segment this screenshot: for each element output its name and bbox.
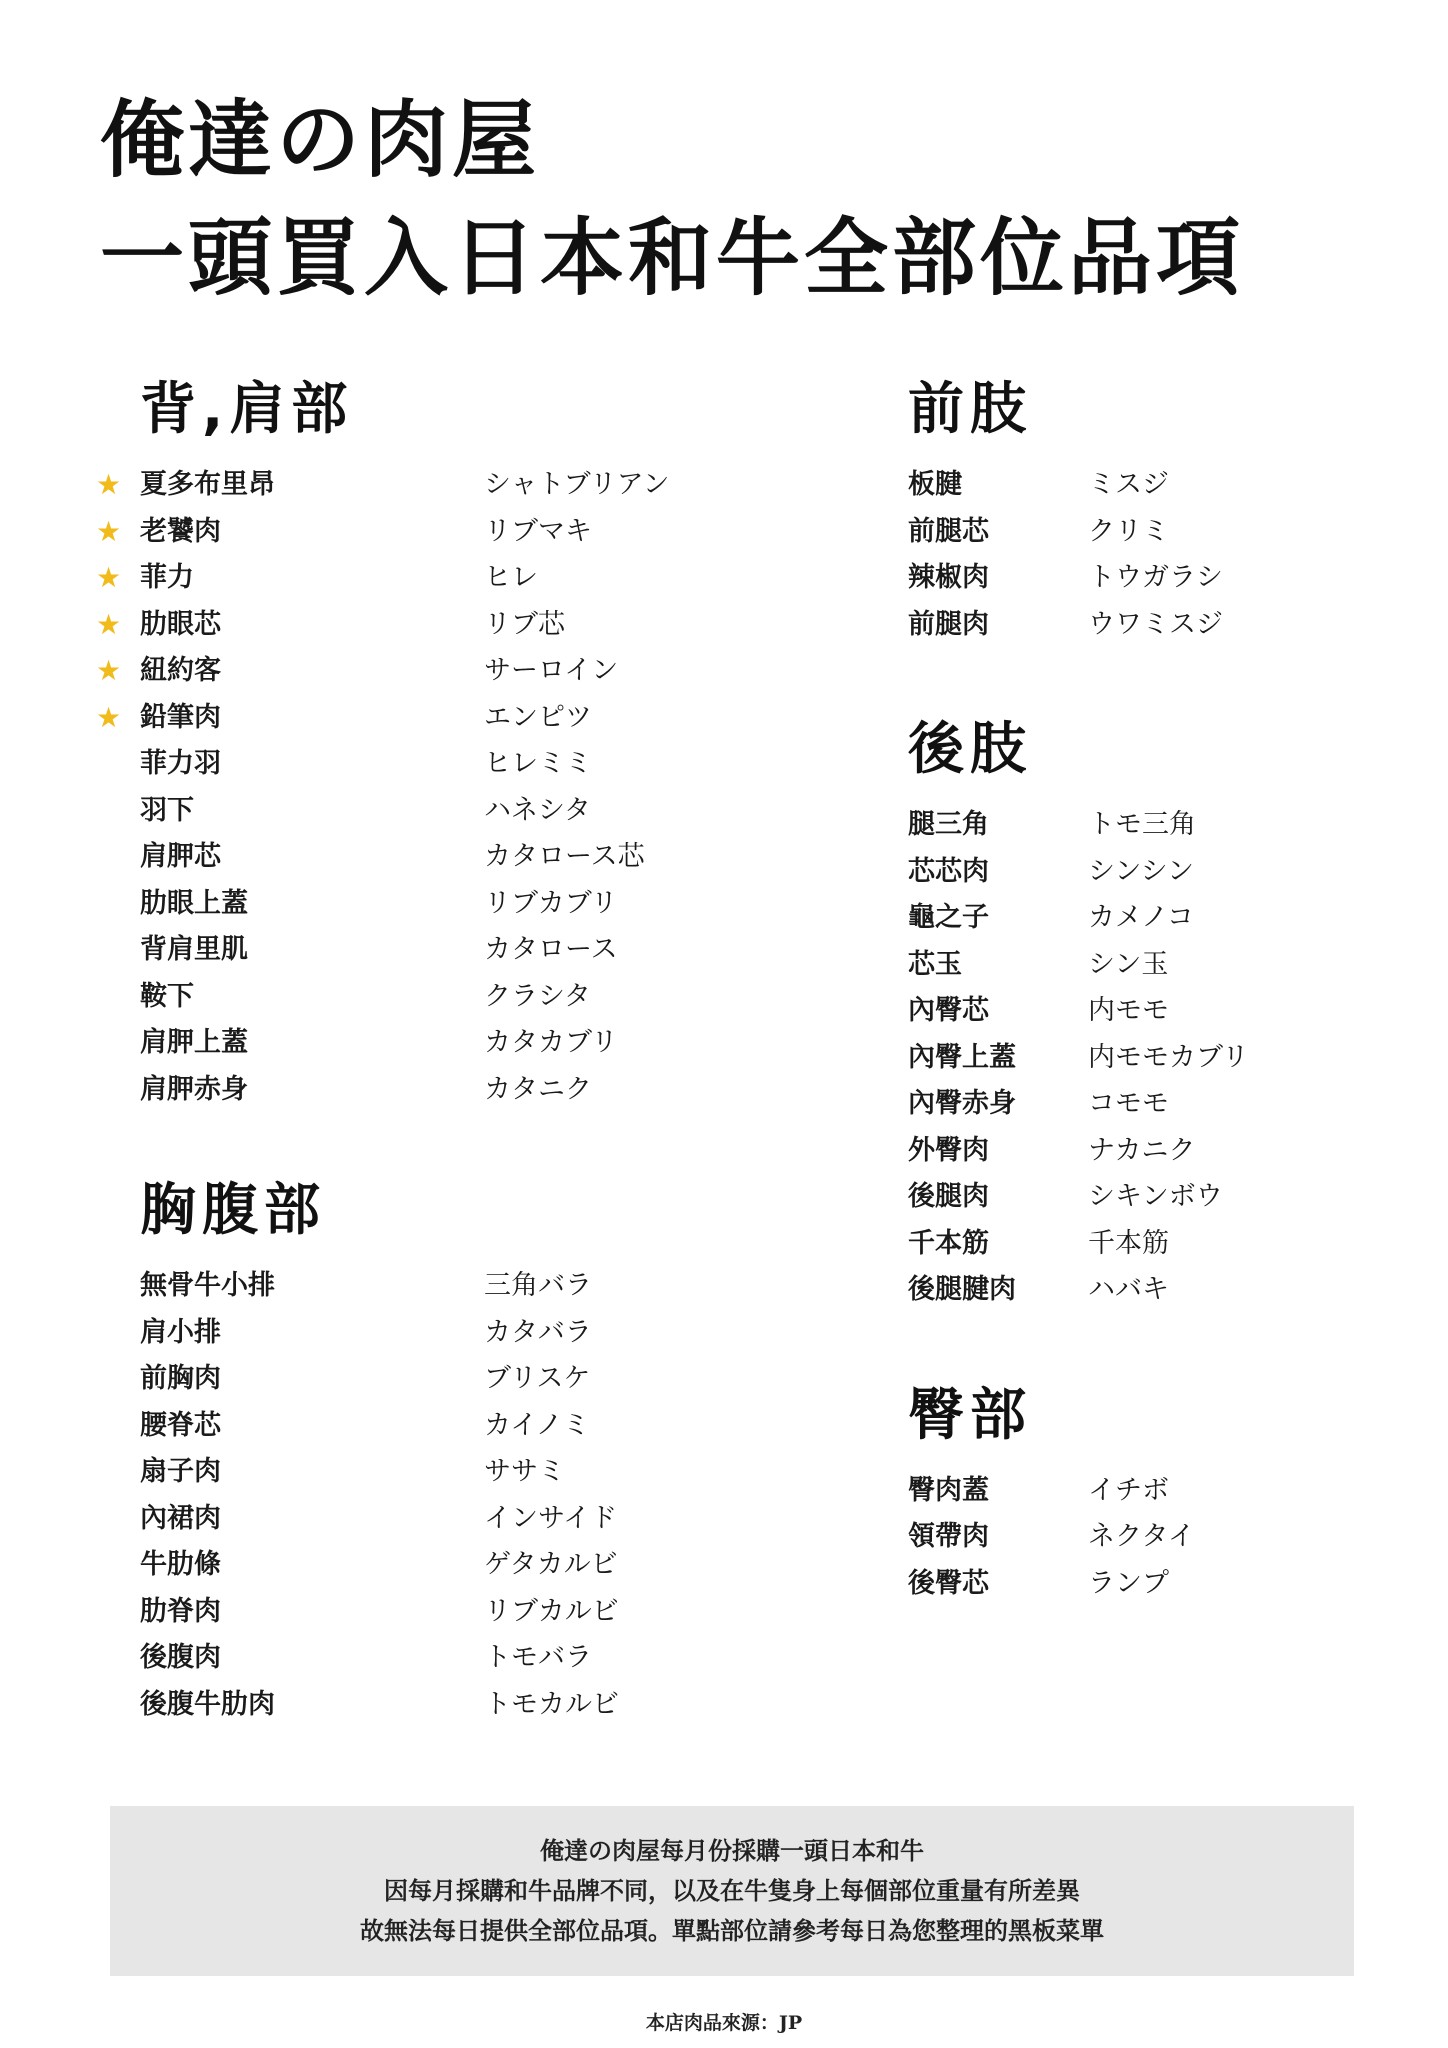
section-heading: 前肢 bbox=[908, 377, 1032, 442]
cut-name-japanese: サーロイン bbox=[484, 655, 619, 686]
cut-row bbox=[140, 927, 700, 974]
cut-name-chinese: 肋眼芯 bbox=[140, 608, 221, 640]
cut-row bbox=[140, 1682, 700, 1729]
cut-name-japanese: ネクタイ bbox=[1088, 1521, 1195, 1552]
cut-name-chinese: 背肩里肌 bbox=[140, 934, 248, 965]
cut-name-chinese: 後腿肉 bbox=[908, 1181, 989, 1212]
notice-box bbox=[110, 1806, 1354, 1976]
cut-name-chinese: 肋脊肉 bbox=[140, 1595, 221, 1627]
cut-row bbox=[908, 1174, 1328, 1221]
cut-name-japanese: ランプ bbox=[1088, 1567, 1169, 1599]
cut-name-japanese: エンピツ bbox=[484, 701, 592, 733]
cut-name-japanese: カタロース芯 bbox=[484, 841, 645, 872]
cut-row bbox=[908, 1468, 1328, 1515]
section-heading: 臀部 bbox=[908, 1382, 1032, 1448]
cut-name-japanese: カタバラ bbox=[484, 1316, 592, 1348]
cut-row bbox=[908, 849, 1328, 896]
section-chest-belly bbox=[140, 1178, 700, 1728]
cut-name-chinese: 老饕肉 bbox=[140, 515, 221, 547]
notice-line: 俺達の肉屋每月份採購一頭日本和牛 bbox=[540, 1836, 924, 1865]
cut-name-japanese: ハネシタ bbox=[484, 794, 591, 826]
cut-row bbox=[140, 834, 700, 881]
cut-name-chinese: 板腱 bbox=[908, 469, 962, 500]
notice-line: 因每月採購和牛品牌不同，以及在牛隻身上每個部位重量有所差異 bbox=[384, 1876, 1080, 1905]
cut-name-chinese: 內臀赤身 bbox=[908, 1088, 1016, 1119]
cut-name-japanese: ナカニク bbox=[1088, 1134, 1196, 1166]
cut-name-chinese: 辣椒肉 bbox=[908, 562, 989, 593]
cut-name-japanese: 内モモ bbox=[1088, 995, 1169, 1026]
cut-row bbox=[140, 1310, 700, 1357]
cut-name-chinese: 腰脊芯 bbox=[140, 1409, 221, 1441]
cut-name-chinese: 龜之子 bbox=[908, 902, 989, 933]
cut-name-chinese: 紐約客 bbox=[140, 655, 221, 686]
cut-name-chinese: 肩胛芯 bbox=[140, 841, 221, 872]
cut-name-chinese: 前胸肉 bbox=[140, 1363, 221, 1394]
cut-name-japanese: クラシタ bbox=[484, 980, 591, 1012]
cut-name-chinese: 羽下 bbox=[140, 794, 194, 826]
cut-name-japanese: ヒレミミ bbox=[484, 748, 592, 779]
cut-row bbox=[140, 1449, 700, 1496]
cut-row bbox=[140, 1356, 700, 1403]
cut-list bbox=[140, 1263, 700, 1728]
star-icon: ★ bbox=[96, 700, 122, 734]
section-heading: 背,肩部 bbox=[140, 377, 354, 442]
section-heading: 後肢 bbox=[908, 717, 1032, 782]
cut-name-chinese: 千本筋 bbox=[908, 1227, 989, 1259]
cut-list bbox=[96, 462, 700, 1113]
cut-name-japanese: シャトブリアン bbox=[484, 469, 670, 500]
star-icon: ★ bbox=[96, 607, 122, 641]
cut-name-chinese: 夏多布里昂 bbox=[140, 469, 275, 500]
cut-name-japanese: リブマキ bbox=[484, 515, 592, 547]
cut-name-japanese: カメノコ bbox=[1088, 902, 1194, 933]
cut-name-japanese: シキンボウ bbox=[1088, 1181, 1223, 1212]
cut-name-japanese: トモカルビ bbox=[484, 1688, 619, 1720]
cut-row bbox=[908, 895, 1328, 942]
cut-name-chinese: 後腿腱肉 bbox=[908, 1274, 1016, 1305]
star-icon: ★ bbox=[96, 514, 122, 548]
cut-name-japanese: カタカブリ bbox=[484, 1027, 618, 1058]
cut-row bbox=[908, 555, 1328, 602]
title-line-1: 俺達の肉屋 bbox=[100, 91, 541, 189]
cut-row bbox=[908, 1081, 1328, 1128]
cut-name-chinese: 後臀芯 bbox=[908, 1567, 989, 1599]
cut-name-chinese: 腿三角 bbox=[908, 809, 989, 840]
cut-name-japanese: 千本筋 bbox=[1088, 1227, 1169, 1259]
cut-name-chinese: 扇子肉 bbox=[140, 1456, 221, 1487]
cut-name-chinese: 無骨牛小排 bbox=[140, 1270, 275, 1301]
cut-name-japanese: コモモ bbox=[1088, 1088, 1169, 1119]
cut-row bbox=[908, 1035, 1328, 1082]
cut-row bbox=[96, 509, 700, 556]
cut-name-japanese: 内モモカブリ bbox=[1088, 1041, 1249, 1073]
cut-name-chinese: 後腹肉 bbox=[140, 1642, 221, 1673]
cut-name-chinese: 菲力羽 bbox=[140, 748, 221, 779]
cut-name-chinese: 芯芯肉 bbox=[908, 855, 989, 887]
cut-name-japanese: 三角バラ bbox=[484, 1270, 592, 1301]
cut-row bbox=[140, 1403, 700, 1450]
cut-name-japanese: シンシン bbox=[1088, 855, 1194, 887]
meat-source-note: 本店肉品來源：JP bbox=[645, 2012, 803, 2034]
left-column bbox=[96, 377, 700, 1728]
cut-name-chinese: 肩胛赤身 bbox=[140, 1073, 248, 1105]
cut-row bbox=[96, 648, 700, 695]
cut-name-chinese: 內臀上蓋 bbox=[908, 1041, 1016, 1073]
right-column bbox=[908, 377, 1328, 1607]
cut-name-japanese: ミスジ bbox=[1088, 469, 1169, 500]
cut-row bbox=[908, 1561, 1328, 1608]
cut-row bbox=[908, 802, 1328, 849]
cut-name-japanese: リブカルビ bbox=[484, 1595, 619, 1627]
cut-row bbox=[140, 1635, 700, 1682]
cut-name-japanese: ウワミスジ bbox=[1088, 608, 1223, 640]
cut-row bbox=[96, 555, 700, 602]
star-icon: ★ bbox=[96, 561, 122, 594]
cut-row bbox=[908, 602, 1328, 649]
cut-list bbox=[908, 802, 1328, 1314]
cut-row bbox=[908, 462, 1328, 509]
cut-row bbox=[908, 942, 1328, 989]
cut-name-chinese: 鉛筆肉 bbox=[140, 701, 221, 733]
cut-name-chinese: 外臀肉 bbox=[908, 1134, 989, 1166]
cut-name-japanese: カイノミ bbox=[484, 1409, 590, 1441]
cut-list bbox=[908, 1468, 1328, 1608]
cut-row bbox=[140, 1020, 700, 1067]
cut-name-chinese: 前腿肉 bbox=[908, 608, 989, 640]
cut-row bbox=[140, 974, 700, 1021]
section-shoulder-back bbox=[96, 377, 700, 1113]
cut-name-japanese: リブ芯 bbox=[484, 608, 565, 640]
cut-row bbox=[140, 1589, 700, 1636]
section-foreleg bbox=[908, 377, 1328, 648]
cut-name-japanese: トウガラシ bbox=[1088, 562, 1223, 593]
cut-name-japanese: イチボ bbox=[1088, 1474, 1169, 1506]
cut-row bbox=[140, 741, 700, 788]
cut-name-chinese: 菲力 bbox=[140, 562, 194, 593]
cut-row bbox=[96, 462, 700, 509]
cut-row bbox=[140, 1542, 700, 1589]
cut-name-japanese: カタロース bbox=[484, 934, 618, 965]
section-heading: 胸腹部 bbox=[140, 1178, 326, 1243]
cut-name-japanese: ブリスケ bbox=[484, 1363, 591, 1394]
star-icon: ★ bbox=[96, 654, 122, 687]
cut-row bbox=[908, 1128, 1328, 1175]
cut-name-chinese: 肩胛上蓋 bbox=[140, 1027, 248, 1058]
cut-name-japanese: リブカブリ bbox=[484, 887, 618, 919]
cut-row bbox=[140, 1263, 700, 1310]
cut-name-japanese: ゲタカルビ bbox=[484, 1549, 618, 1580]
cut-name-japanese: インサイド bbox=[484, 1502, 618, 1534]
cut-name-chinese: 鞍下 bbox=[140, 980, 194, 1012]
cut-name-chinese: 肩小排 bbox=[140, 1316, 221, 1348]
cut-row bbox=[140, 1496, 700, 1543]
cut-list bbox=[908, 462, 1328, 648]
title-line-2: 一頭買入日本和牛全部位品項 bbox=[100, 209, 1245, 307]
cut-name-chinese: 牛肋條 bbox=[140, 1549, 221, 1580]
cut-row bbox=[96, 695, 700, 742]
cut-name-japanese: シン玉 bbox=[1088, 948, 1169, 980]
cut-name-chinese: 肋眼上蓋 bbox=[140, 887, 248, 919]
cut-name-chinese: 內臀芯 bbox=[908, 995, 989, 1026]
cut-row bbox=[96, 602, 700, 649]
cut-row bbox=[908, 1267, 1328, 1314]
cut-name-japanese: トモ三角 bbox=[1088, 809, 1196, 840]
cut-row bbox=[140, 788, 700, 835]
cut-row bbox=[908, 1221, 1328, 1268]
cut-name-japanese: カタニク bbox=[484, 1073, 592, 1105]
cut-row bbox=[908, 509, 1328, 556]
notice-line: 故無法每日提供全部位品項。單點部位請參考每日為您整理的黑板菜單 bbox=[360, 1916, 1104, 1945]
cut-name-chinese: 後腹牛肋肉 bbox=[140, 1688, 275, 1720]
section-rump bbox=[908, 1382, 1328, 1608]
cut-row bbox=[140, 881, 700, 928]
section-hindleg bbox=[908, 717, 1328, 1314]
star-icon: ★ bbox=[96, 468, 122, 501]
cut-name-chinese: 芯玉 bbox=[908, 948, 962, 980]
cut-name-chinese: 前腿芯 bbox=[908, 515, 989, 547]
cut-name-chinese: 領帶肉 bbox=[908, 1521, 989, 1552]
cut-row bbox=[140, 1067, 700, 1114]
cut-name-japanese: ハバキ bbox=[1088, 1274, 1169, 1305]
cut-name-chinese: 臀肉蓋 bbox=[908, 1474, 989, 1506]
cut-name-japanese: ヒレ bbox=[484, 562, 538, 593]
cut-name-japanese: トモバラ bbox=[484, 1642, 592, 1673]
cut-row bbox=[908, 1514, 1328, 1561]
cut-name-japanese: クリミ bbox=[1088, 515, 1169, 547]
cut-name-japanese: ササミ bbox=[484, 1456, 565, 1487]
cut-row bbox=[908, 988, 1328, 1035]
cut-name-chinese: 內裙肉 bbox=[140, 1502, 221, 1534]
